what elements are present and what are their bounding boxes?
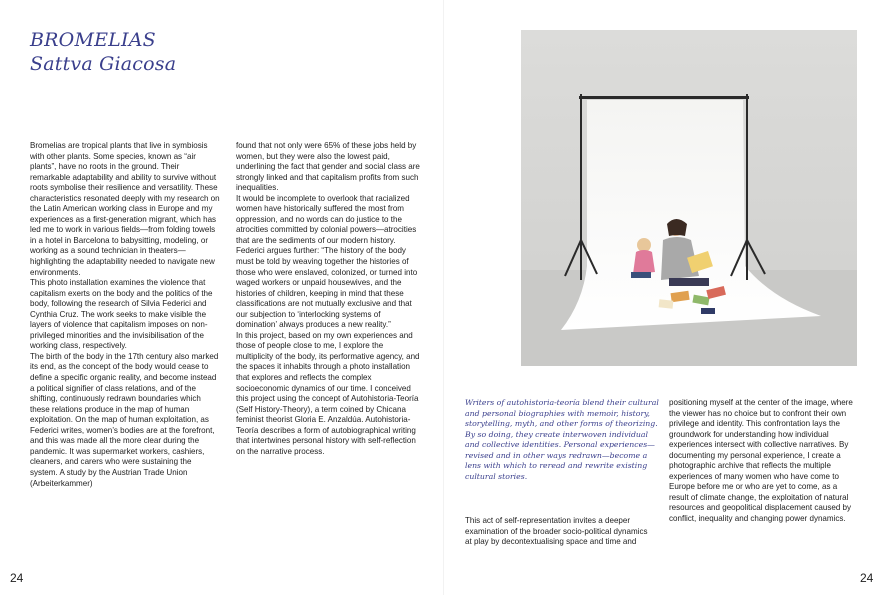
left-text-column (30, 141, 220, 489)
middle-paragraph-3: In this project, based on my own experiences and those of people close to me, I explore the multiplicity of the body, its performative agency, and the spaces it inhabits through a photo installation that explores and reflects the complex socioeconomic dynamics of our time. I conceived this project using the concept of Autohistoria-Teoría (Self History-Theory), a term coined by Chicana feminist theorist Gloria E. Anzaldúa. Autohistoria-Teoría describes a form of autobiographical writing that intertwines personal history with self-reflection on the narrative process. (236, 330, 420, 456)
studio-photograph (521, 30, 857, 366)
right-paragraph: positioning myself at the center of the image, where the viewer has no choice but to confront their own privilege and identity. This confrontation lays the groundwork for understanding how individual experiences intersect with collective narratives. By documenting my personal experience, I create a photographic archive that reflects the multiple experiences of many women who have come to Europe before me or who are yet to come, as a result of climate change, the exploitation of natural resources and geopolitical displacement caused by conflict, inequality and changing power dynamics. (669, 398, 853, 524)
left-paragraph-3: The birth of the body in the 17th century also marked its end, as the concept of the body would cease to define a specific organic reality, and become instead a political signifier of class relations, and of the shifting, continuously redrawn boundaries which these relations produce in the map of human exploitation. On the map of human exploitation, as Federici writes, women’s bodies are at the forefront, and this was made all the more clear during the pandemic. It was supermarket workers, cashiers, cleaners, and carers who were sustaining the system. A study by the Austrian Trade Union (Arbeiterkammer) (30, 351, 219, 488)
middle-paragraph-2: It would be incomplete to overlook that racialized women have historically suffered the most from oppression, and no words can do justice to the atrocities committed by colonial powers—atrocities that are the sediments of our modern history. Federici argues further: “The history of the body must be told by weaving together the histories of those who were enslaved, colonized, or turned into waged workers or unpaid housewives, and the histories of children, keeping in mind that these classifications are not mutually exclusive and that our subjection to ‘interlocking systems of domination’ always produces a new reality.” (236, 193, 418, 330)
page-number-left: 24 (10, 571, 24, 585)
left-paragraph-2: This photo installation examines the violence that capitalism exerts on the body and the politics of the body, following the research of Silvia Federici and Cynthia Cruz. The work seeks to make visible the layers of violence that capitalism imposes on non-privileged minorities and the invisibilisation of the working class, respectively. (30, 278, 213, 351)
article-title (30, 28, 176, 76)
article-author: Sattva Giacosa (30, 53, 177, 75)
middle-text-column (236, 141, 421, 457)
article-title-heading: BROMELIAS (30, 29, 156, 51)
middle-paragraph-1: found that not only were 65% of these jobs held by women, but they were also the lowest paid, underlining the fact that gender and social class are strongly linked and that capitalism profits from such inequalities. (236, 141, 420, 193)
page-number-right: 24 (860, 571, 874, 585)
center-right-text-column (465, 516, 655, 548)
center-right-paragraph: This act of self-representation invites a deeper examination of the broader socio-political dynamics at play by decontextualising space and time and (465, 516, 648, 547)
page-gutter (443, 0, 444, 595)
right-text-column (669, 398, 859, 525)
photo-illustration (521, 30, 857, 366)
pull-quote: Writers of autohistoria-teoría blend their cultural and personal biographies with memoir, history, storytelling, myth, and other forms of theorizing. By so doing, they create interwoven individual and collective identities. Personal experiences—revised and in other ways redrawn—become a lens with which to reread and rewrite existing cultural stories. (465, 398, 659, 481)
left-paragraph-1: Bromelias are tropical plants that live in symbiosis with other plants. Some species, known as “air plants”, have no roots in the ground. Their remarkable adaptability and ability to survive without roots symbolise their resilience and versatility. These characteristics resonated deeply with my research on the Latin American working class in Europe and my experiences as a first-generation migrant, which has led me to work in various fields—from folding towels in a hotel in Barcelona to babysitting, modeling, or working as a sound technician in theaters—highlighting the adaptability needed to navigate new environments. (30, 141, 220, 277)
backdrop-crossbar (579, 96, 749, 99)
